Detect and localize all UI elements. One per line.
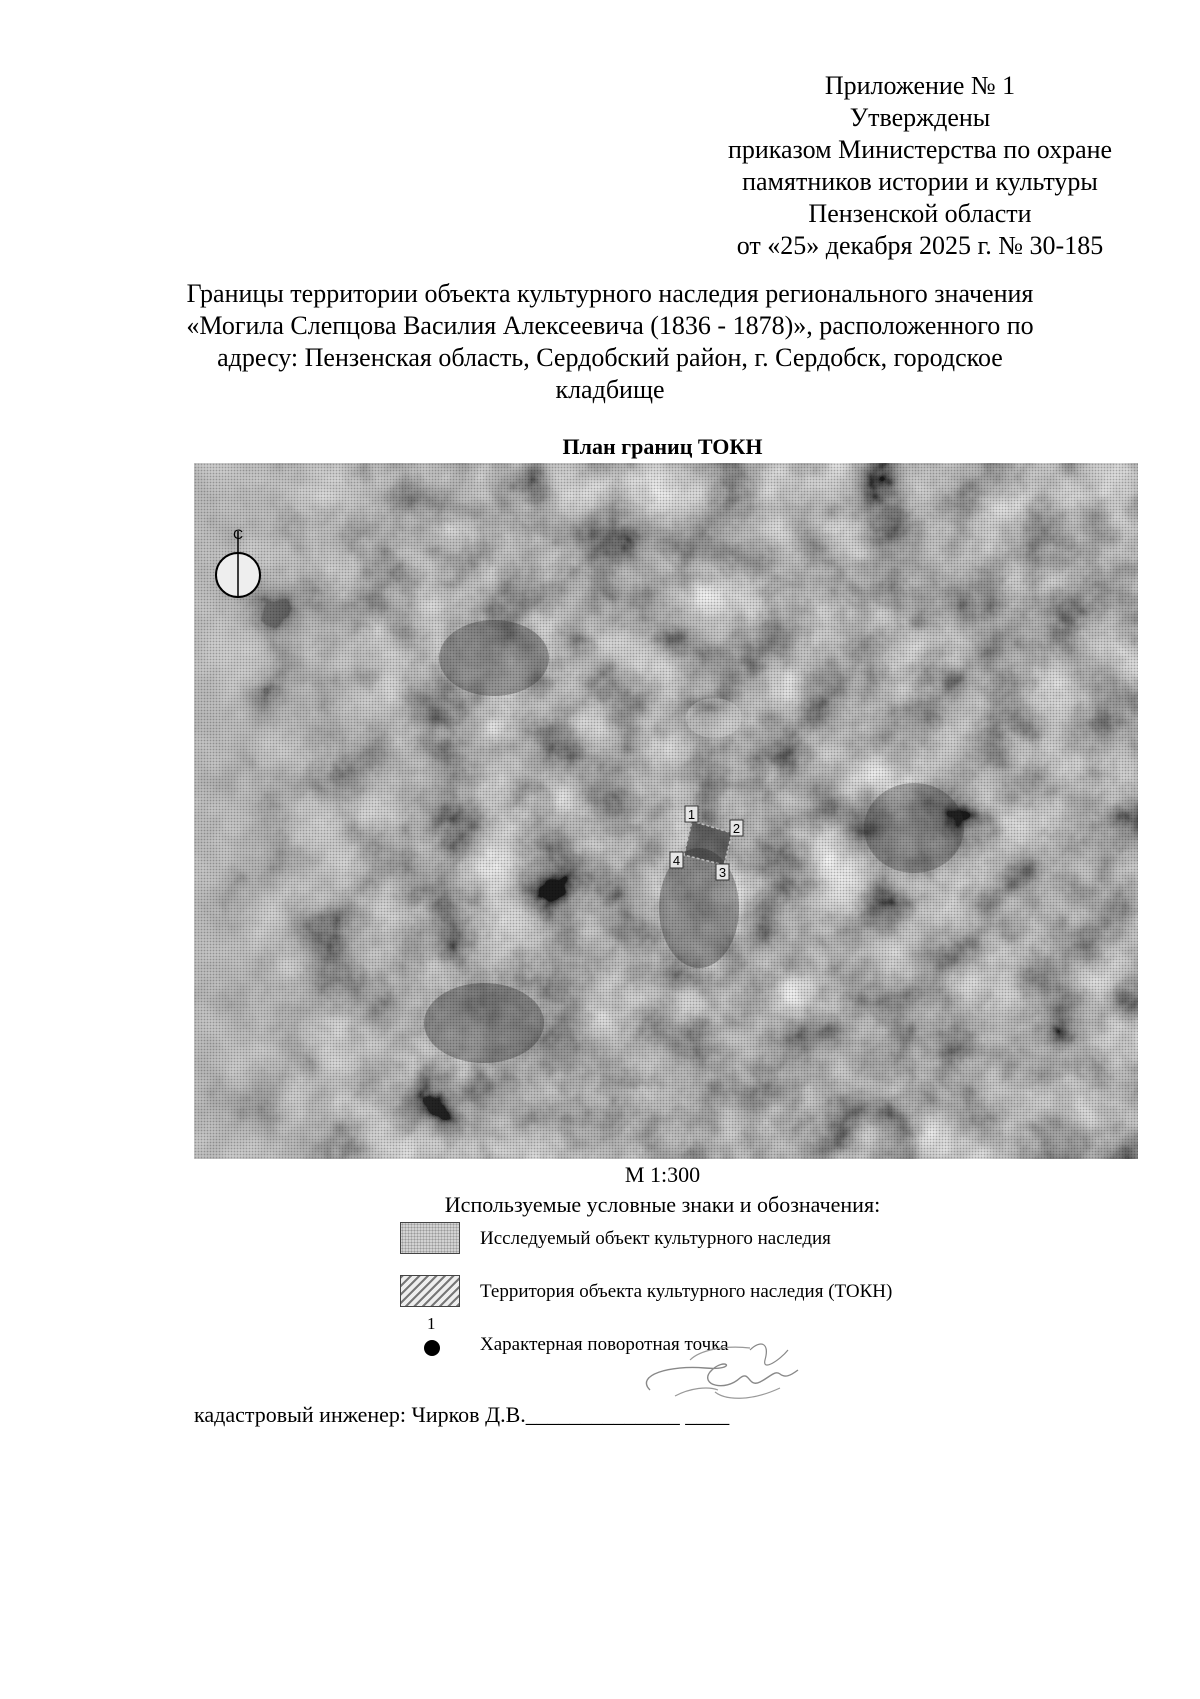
legend-label: Исследуемый объект культурного наследия bbox=[480, 1228, 831, 1249]
plan-title: План границ ТОКН bbox=[562, 434, 763, 459]
approval-date-number: от «25» декабря 2025 г. № 30-185 bbox=[736, 231, 1104, 260]
legend-label: Характерная поворотная точка bbox=[480, 1334, 729, 1355]
approval-ministry-line: памятников истории и культуры bbox=[742, 167, 1098, 196]
document-title bbox=[150, 278, 1070, 406]
hatched-fill-swatch-icon bbox=[400, 1275, 460, 1307]
approval-block bbox=[680, 70, 1160, 262]
map-scale: М 1:300 bbox=[624, 1162, 701, 1187]
cadastral-engineer-signature-line: кадастровый инженер: Чирков Д.В.______________ ____ bbox=[194, 1402, 730, 1427]
aerial-photo bbox=[194, 463, 1138, 1159]
handwritten-signature bbox=[630, 1330, 810, 1420]
approved-label: Утверждены bbox=[849, 103, 991, 132]
title-line-4: кладбище bbox=[555, 375, 665, 404]
approval-region-line: Пензенской области bbox=[808, 199, 1032, 228]
north-label: С bbox=[232, 526, 244, 542]
boundary-point-label: 1 bbox=[687, 807, 696, 822]
boundary-point-3 bbox=[716, 864, 729, 880]
boundary-point-label: 4 bbox=[672, 853, 681, 868]
legend-item-turning-point bbox=[400, 1314, 729, 1364]
boundary-point-4 bbox=[670, 852, 683, 868]
approval-order-line: приказом Министерства по охране bbox=[727, 135, 1113, 164]
title-line-2: «Могила Слепцова Василия Алексеевича (1836 - 1878)», расположенного по bbox=[186, 311, 1034, 340]
legend-label: Территория объекта культурного наследия (ТОКН) bbox=[480, 1281, 893, 1302]
appendix-number: Приложение № 1 bbox=[824, 71, 1016, 100]
dotted-fill-swatch-icon bbox=[400, 1222, 460, 1254]
boundary-point-label: 2 bbox=[732, 821, 741, 836]
black-dot-icon bbox=[424, 1340, 440, 1356]
legend-point-number: 1 bbox=[427, 1314, 436, 1333]
title-line-1: Границы территории объекта культурного наследия регионального значения bbox=[186, 279, 1034, 308]
boundary-point-1 bbox=[685, 806, 698, 822]
boundary-point-2 bbox=[730, 820, 743, 836]
title-line-3: адресу: Пензенская область, Сердобский район, г. Сердобск, городское bbox=[217, 343, 1003, 372]
boundary-plan-map bbox=[194, 463, 1138, 1159]
boundary-point-label: 3 bbox=[718, 865, 727, 880]
legend-title: Используемые условные знаки и обозначения: bbox=[444, 1192, 881, 1217]
